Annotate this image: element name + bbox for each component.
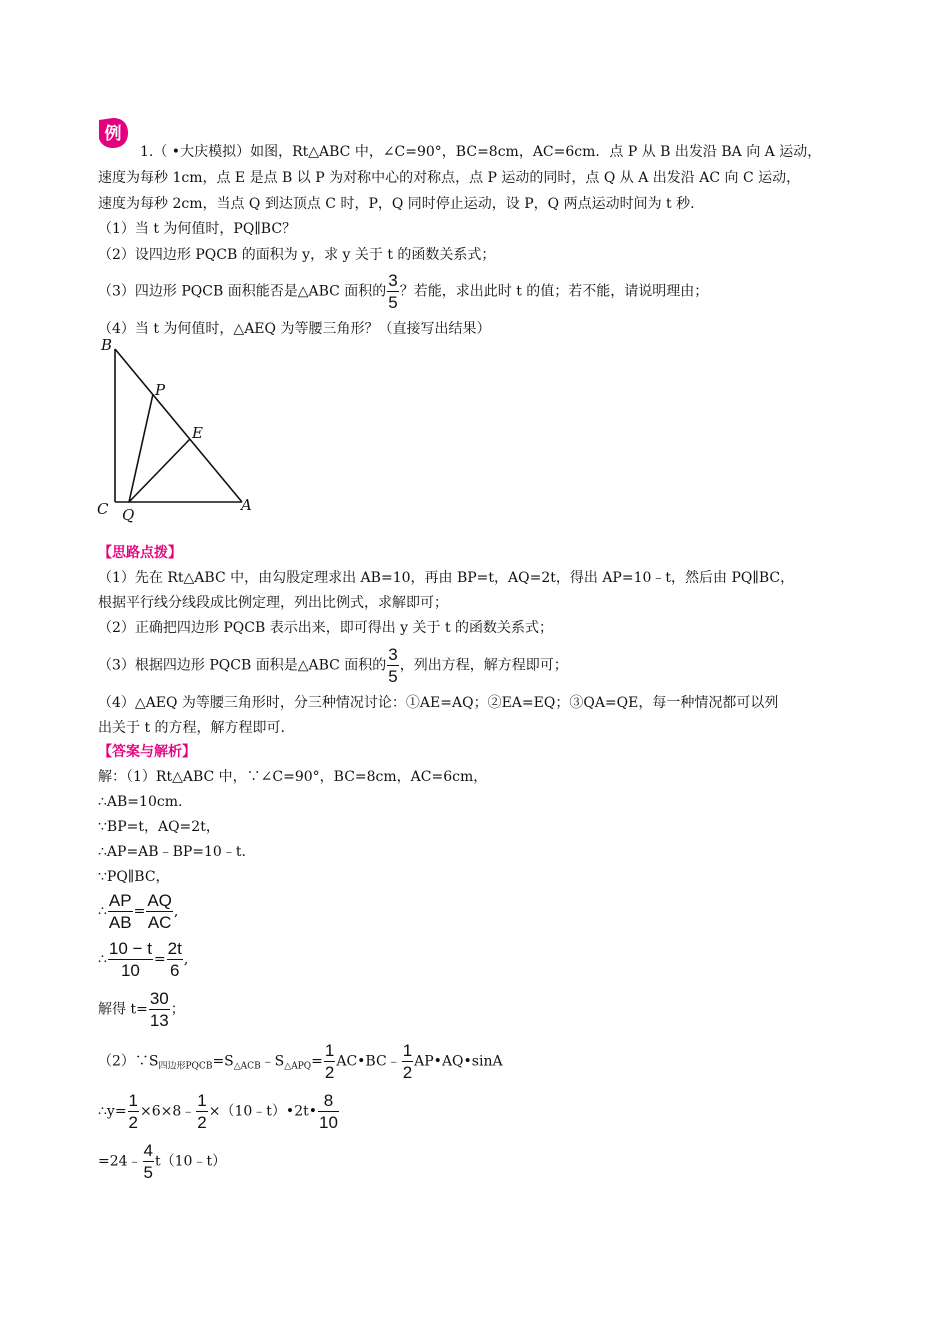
answer-line-4: ∴AP=AB﹣BP=10﹣t. <box>98 844 246 860</box>
question-2: （2）设四边形 PQCB 的面积为 y，求 y 关于 t 的函数关系式； <box>98 247 496 263</box>
part2-simplified: =24﹣ $\frac{4}{5}$ t（10﹣t） <box>98 1141 227 1182</box>
example-badge-icon <box>96 116 130 150</box>
triangle-figure <box>92 332 267 524</box>
answer-title: 【答案与解析】 <box>98 744 196 760</box>
question-4: （4）当 t 为何值时，△AEQ 为等腰三角形？（直接写出结果） <box>98 321 491 337</box>
part2-area-formula: $(2)\because S_{四边形PQCB}=S_{\triangle ACB}﹣S_{\triangle APQ}=$ $\frac{1}{2}$ AC•BC﹣ $\frac{1}{2}$ AP•AQ•sinA <box>98 1041 503 1082</box>
part2-y-expression: ∴y= $\frac{1}{2}$ ×6×8﹣ $\frac{1}{2}$ ×（10﹣t）•2t• $\frac{8}{10}$ <box>98 1091 338 1132</box>
answer-line-2: ∴AB=10cm. <box>98 794 183 810</box>
proportion-equation: ∴ $\frac{10 - t}{10}$ = $\frac{2t}{6}$ , <box>98 939 189 980</box>
label-P: P <box>155 381 166 399</box>
hint-title: 【思路点拨】 <box>98 545 182 561</box>
label-Q: Q <box>122 506 135 524</box>
answer-line-1: 解：（1）Rt△ABC 中，∵∠C=90°，BC=8cm，AC=6cm， <box>98 769 488 785</box>
badge-char: 例 <box>104 124 122 144</box>
answer-line-5: ∵PQ∥BC， <box>98 869 170 885</box>
answer-line-3: ∵BP=t，AQ=2t， <box>98 819 220 835</box>
hint-1b: 根据平行线分线段成比例定理，列出比例式，求解即可； <box>98 595 448 611</box>
problem-line-2: 速度为每秒 1cm，点 E 是点 B 以 P 为对称中心的对称点，点 P 运动的同时，点 Q 从 A 出发沿 AC 向 C 运动， <box>98 170 801 186</box>
problem-line-3: 速度为每秒 2cm，当点 Q 到达顶点 C 时，P，Q 同时停止运动，设 P，Q 两点运动时间为 t 秒. <box>98 196 695 212</box>
proportion-ap-ab: ∴ $\frac{AP}{AB}$ = $\frac{AQ}{AC}$ , <box>98 891 179 932</box>
hint-4a: （4）△AEQ 为等腰三角形时，分三种情况讨论：①AE=AQ；②EA=EQ；③QA=QE，每一种情况都可以列 <box>98 695 779 711</box>
solution-t: 解得 t= $\frac{30}{13}$ ； <box>98 989 185 1030</box>
question-1: （1）当 t 为何值时，PQ∥BC？ <box>98 221 297 237</box>
hint-2: （2）正确把四边形 PQCB 表示出来，即可得出 y 关于 t 的函数关系式； <box>98 620 554 636</box>
question-3: （3）四边形 PQCB 面积能否是△ABC 面积的 $\frac{3}{5}$ ？若能，求出此时 t 的值；若不能，请说明理由； <box>98 271 709 312</box>
label-A: A <box>241 496 252 514</box>
hint-3: （3）根据四边形 PQCB 面积是△ABC 面积的 $\frac{3}{5}$ ，列出方程，解方程即可； <box>98 645 568 686</box>
label-E: E <box>192 424 203 442</box>
label-B: B <box>101 336 113 354</box>
hint-1a: （1）先在 Rt△ABC 中，由勾股定理求出 AB=10，再由 BP=t，AQ=2t，得出 AP=10﹣t，然后由 PQ∥BC， <box>98 570 795 586</box>
problem-line-1: 1.（ •大庆模拟）如图，Rt△ABC 中，∠C=90°，BC=8cm，AC=6cm．点 P 从 B 出发沿 BA 向 A 运动， <box>140 144 822 160</box>
fraction-three-fifths: $\frac{3}{5}$ <box>388 645 398 686</box>
label-C: C <box>97 500 109 518</box>
fraction-three-fifths: $\frac{3}{5}$ <box>388 271 398 312</box>
hint-4b: 出关于 t 的方程，解方程即可. <box>98 720 285 736</box>
